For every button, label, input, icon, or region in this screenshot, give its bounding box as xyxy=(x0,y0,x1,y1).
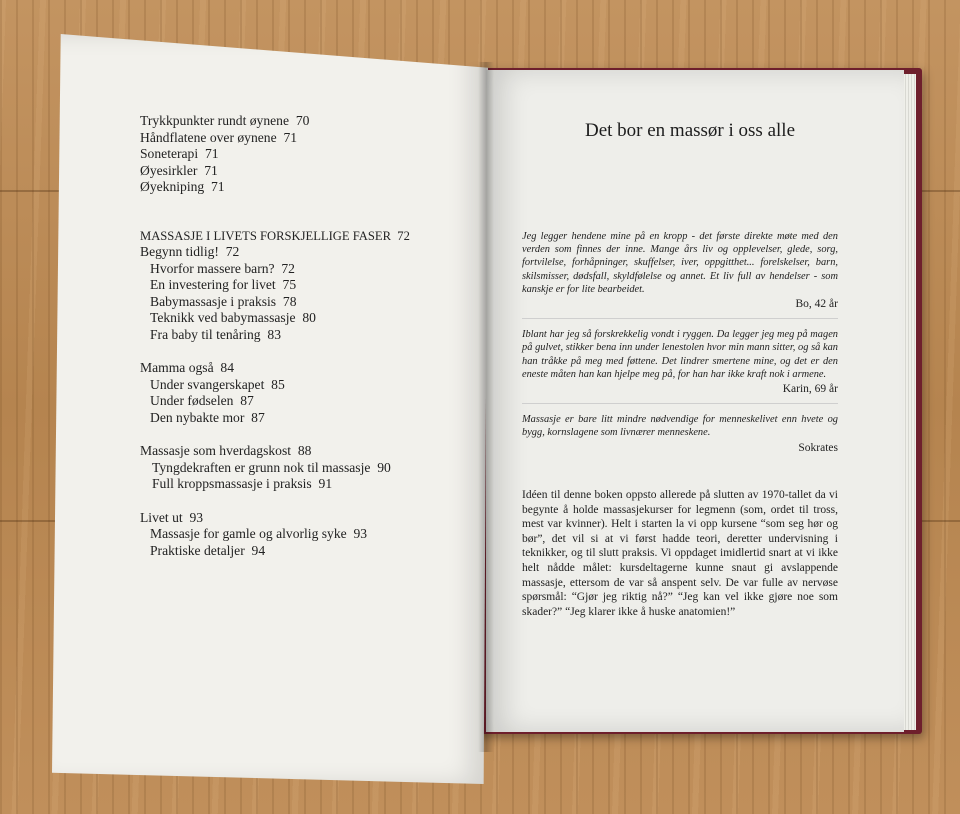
toc-entry: Øyesirkler 71 xyxy=(140,162,218,178)
quote-divider xyxy=(522,403,838,404)
quote-text: Massasje er bare litt mindre nødvendige for menneskelivet enn hvete og bygg, kornslagene som livnærer menneskene. xyxy=(522,414,838,439)
quote-divider xyxy=(522,318,838,319)
epigraph-quotes xyxy=(522,230,838,455)
quote xyxy=(522,328,838,396)
toc-entry: Begynn tidlig! 72 xyxy=(140,244,240,259)
quote xyxy=(522,230,838,311)
toc-subentry: Fra baby til tenåring 83 xyxy=(150,326,281,342)
quote-author: Bo, 42 år xyxy=(795,298,838,311)
toc-subentry: Tyngdekraften er grunn nok til massasje 90 xyxy=(152,459,391,475)
toc-entry: Massasje som hverdagskost 88 xyxy=(140,443,312,458)
toc-subentry: Teknikk ved babymassasje 80 xyxy=(150,310,316,325)
toc-entry: Øyekniping 71 xyxy=(140,179,225,194)
quote-author: Sokrates xyxy=(798,441,838,454)
toc-entry: Trykkpunkter rundt øynene 70 xyxy=(140,113,310,128)
toc-subentry: Massasje for gamle og alvorlig syke 93 xyxy=(150,526,368,541)
table-of-contents xyxy=(140,113,440,559)
toc-subentry: Full kroppsmassasje i praksis 91 xyxy=(152,476,333,491)
quote-text: Jeg legger hendene mine på en kropp - det første direkte møte med den verden som finnes der inne. Mange års liv og opplevelser, glede, sorg, fortvilelse, forhåpninger, skuffelser, iver, oppgitthet... forelskelser, barn, skilsmisser, dødsfall, skyldfølelse og annet. Et liv full av hendelser - som kanskje er for lite bearbeidet. xyxy=(522,231,838,295)
toc-entry: Livet ut 93 xyxy=(140,509,204,525)
toc-entry: Håndflatene over øynene 71 xyxy=(140,129,298,145)
book-gutter xyxy=(478,62,494,752)
toc-entry: Mamma også 84 xyxy=(140,360,235,375)
toc-section-heading: MASSASJE I LIVETS FORSKJELLIGE FASER 72 xyxy=(140,228,410,243)
toc-subentry: Hvorfor massere barn? 72 xyxy=(150,260,295,276)
toc-subentry: En investering for livet 75 xyxy=(150,277,297,292)
toc-subentry: Under fødselen 87 xyxy=(150,393,254,408)
quote-author: Karin, 69 år xyxy=(782,383,838,396)
toc-subentry: Babymassasje i praksis 78 xyxy=(150,293,297,309)
quote xyxy=(522,413,838,455)
toc-subentry: Praktiske detaljer 94 xyxy=(150,542,266,558)
quote-text: Iblant har jeg så forskrekkelig vondt i ryggen. Da legger jeg meg på magen på gulvet, stikker bena inn under lenestolen hvor min mann sitter, og så kan han tråkke på meg med føttene. Det lindrer smertene mine, og det er den eneste måten han kan hjelpe meg på, for han har ikke kraft nok i armene. xyxy=(522,329,838,380)
toc-subentry: Under svangerskapet 85 xyxy=(150,376,285,392)
toc-subentry: Den nybakte mor 87 xyxy=(150,409,265,425)
chapter-title: Det bor en massør i oss alle xyxy=(584,120,795,141)
body-paragraph: Idéen til denne boken oppsto allerede på slutten av 1970-tallet da vi begynte å holde massasjekurser for legmenn (som, ordet til tross, mest var kvinner). Helt i starten la vi opp kursene “som seg hør og bør”, det vil si at vi først hadde teori, deretter undervisning i teknikker, og til slutt praksis. Vi oppdaget imidlertid snart at vi ikke helt nådde målet: kursdeltagerne kunne snaut gi avslappende massasje, ettersom de var så anspent selv. De var fulle av nervøse spørsmål: “Gjør jeg riktig nå?” “Jeg kan vel ikke gjøre noe som skader?” “Jeg klarer ikke å huske anatomien!” xyxy=(522,489,838,618)
toc-entry: Soneterapi 71 xyxy=(140,146,219,161)
